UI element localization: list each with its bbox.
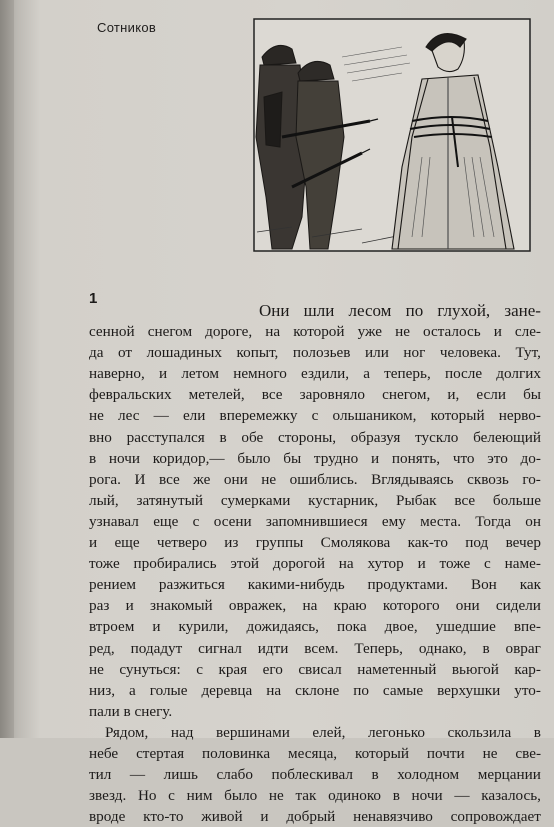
text-line: тоже пробирались этой дорогой на хутор и тоже с наме- [89, 555, 541, 573]
body-text [89, 300, 541, 827]
text-line: рением разжиться какими-нибудь продуктами. Вон как [89, 576, 541, 594]
chapter-number: 1 [89, 290, 98, 307]
text-line: в ночи коридор,— было бы трудно и понять, что это до- [89, 449, 541, 467]
text-line: небе стертая половинка месяца, который почти не све- [89, 744, 541, 762]
text-line: ред, подадут сигнал идти всем. Теперь, однако, в овраг [89, 639, 541, 657]
text-line: наверно, и летом немного ездили, а теперь, после долгих [89, 365, 541, 383]
text-line: не лес — ели вперемежку с ольшаником, который нерво- [89, 407, 541, 425]
text-line: не сунуться: с края его свисал наметенный вьюгой кар- [89, 660, 541, 678]
text-line: узнавал еще с осени запомнившиеся ему места. Тогда он [89, 512, 541, 530]
text-line: да от лошадиных копыт, полозьев или ног человека. Тут, [89, 344, 541, 362]
text-line: вно расступался в обе стороны, образуя тускло белеющий [89, 428, 541, 446]
running-head: Сотников [97, 20, 157, 35]
text-line: вроде кто-то живой и добрый ненавязчиво сопровождает [89, 808, 541, 826]
text-line: и еще четверо из группы Смолякова как-то под вечер [89, 534, 541, 552]
text-line: тил — лишь слабо поблескивал в холодном мерцании [89, 766, 541, 784]
text-line: раз и знакомый овражек, на краю которого они сидели [89, 597, 541, 615]
book-spine [0, 0, 14, 738]
text-line: пали в снегу. [89, 702, 173, 720]
text-line: февральских метелей, все заровняло снегом, и, если бы [89, 386, 541, 404]
text-line: рога. И все же они не ошиблись. Вглядываясь сквозь го- [89, 470, 541, 488]
text-line: звезд. Но с ним было не так одиноко в ночи — казалось, [89, 787, 541, 805]
text-line: Рядом, над вершинами елей, легонько скользила в [105, 723, 541, 741]
text-line: втроем и курили, дожидаясь, пока двое, ушедшие впе- [89, 618, 541, 636]
text-line: лый, затянутый сумерками кустарник, Рыбак все больше [89, 491, 541, 509]
text-line: сенной снегом дороге, на которой уже не осталось и сле- [89, 323, 541, 341]
text-line: Они шли лесом по глухой, зане- [259, 301, 541, 320]
text-line: низ, а голые деревца на склоне по самые верхушки уто- [89, 681, 541, 699]
soldiers-and-bound-prisoner-illustration [252, 17, 532, 253]
